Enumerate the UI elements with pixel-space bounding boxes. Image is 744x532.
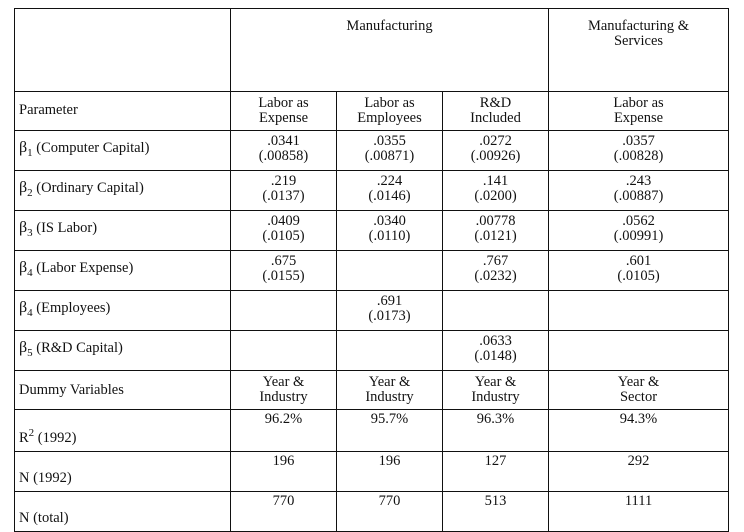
coefficient-cell — [337, 131, 443, 171]
coefficient-cell — [549, 131, 729, 171]
coefficient-cell — [231, 291, 337, 331]
column-header-line1: Labor as — [258, 95, 309, 111]
column-header-line2: Expense — [613, 110, 664, 126]
coefficient-value: .219 — [270, 173, 297, 189]
mfg-services-header-line2: Services — [613, 33, 664, 49]
column-header-line1: R&D — [479, 95, 512, 111]
coefficient-cell — [549, 171, 729, 211]
column-header — [549, 92, 729, 131]
dummy-cell — [443, 371, 549, 410]
dummy-line1: Year & — [368, 374, 411, 390]
coefficient-cell — [549, 251, 729, 291]
n-1992-value: 292 — [549, 452, 729, 492]
coefficient-cell — [443, 291, 549, 331]
dummy-line2: Industry — [259, 389, 308, 405]
coefficient-value: .0633 — [479, 333, 512, 349]
r-squared-value: 95.7% — [337, 410, 443, 452]
coefficient-cell — [231, 331, 337, 371]
n-total-row — [15, 492, 729, 532]
parameter-name: (IS Labor) — [36, 220, 98, 237]
r-squared-superscript: 2 — [28, 427, 35, 440]
empty-corner-cell — [15, 9, 231, 92]
beta-subscript: 4 — [27, 306, 33, 319]
column-header-line1: Labor as — [613, 95, 664, 111]
standard-error: (.00828) — [613, 148, 664, 164]
coefficient-cell — [231, 171, 337, 211]
standard-error: (.00991) — [613, 228, 664, 244]
beta-subscript: 4 — [27, 266, 33, 279]
coefficient-value: .224 — [376, 173, 403, 189]
n-1992-row — [15, 452, 729, 492]
coefficient-cell — [443, 251, 549, 291]
beta-subscript: 3 — [27, 226, 33, 239]
dummy-variables-label — [15, 371, 231, 410]
coefficient-cell — [337, 291, 443, 331]
coefficient-row — [15, 171, 729, 211]
coefficient-value: .0340 — [373, 213, 406, 229]
column-header — [337, 92, 443, 131]
coefficient-row — [15, 291, 729, 331]
standard-error: (.00858) — [258, 148, 309, 164]
parameter-cell — [15, 291, 231, 331]
coefficient-cell — [443, 211, 549, 251]
beta-subscript: 2 — [27, 186, 33, 199]
beta-symbol: β — [19, 259, 28, 277]
coefficient-cell — [443, 171, 549, 211]
manufacturing-header — [231, 9, 549, 92]
coefficient-value: .601 — [625, 253, 652, 269]
coefficient-value: .0357 — [622, 133, 655, 149]
beta-subscript: 1 — [27, 146, 33, 159]
parameter-name: (Computer Capital) — [36, 140, 150, 157]
column-header-line2: Employees — [357, 110, 422, 126]
dummy-line1: Year & — [262, 374, 305, 390]
n-1992-value: 196 — [337, 452, 443, 492]
beta-symbol: β — [19, 139, 28, 157]
n-total-value: 770 — [231, 492, 337, 532]
table-top-header-row — [15, 9, 729, 92]
coefficient-value: .0272 — [479, 133, 512, 149]
dummy-cell — [549, 371, 729, 410]
coefficient-value: .0562 — [622, 213, 655, 229]
coefficient-row — [15, 331, 729, 371]
beta-subscript: 5 — [27, 346, 33, 359]
dummy-line2: Sector — [619, 389, 658, 405]
coefficient-value: .691 — [376, 293, 403, 309]
regression-table — [14, 8, 729, 532]
dummy-line2: Industry — [365, 389, 414, 405]
standard-error: (.0146) — [368, 188, 411, 204]
beta-symbol: β — [19, 179, 28, 197]
coefficient-row — [15, 131, 729, 171]
parameter-cell — [15, 171, 231, 211]
coefficient-cell — [337, 211, 443, 251]
column-header-line2: Included — [470, 110, 521, 126]
dummy-variables-row — [15, 371, 729, 410]
dummy-line1: Year & — [617, 374, 660, 390]
coefficient-value: .0355 — [373, 133, 406, 149]
r-squared-label — [15, 410, 231, 452]
standard-error: (.0232) — [474, 268, 517, 284]
dummy-variables-label-text: Dummy Variables — [19, 381, 124, 398]
r-squared-value: 94.3% — [549, 410, 729, 452]
parameter-cell — [15, 211, 231, 251]
column-header — [231, 92, 337, 131]
coefficient-cell — [337, 171, 443, 211]
coefficient-row — [15, 211, 729, 251]
standard-error: (.0148) — [474, 348, 517, 364]
coefficient-value: .0409 — [267, 213, 300, 229]
n-1992-value: 127 — [443, 452, 549, 492]
dummy-line2: Industry — [471, 389, 520, 405]
coefficient-cell — [549, 331, 729, 371]
coefficient-value: .675 — [270, 253, 297, 269]
standard-error: (.0105) — [262, 228, 305, 244]
column-header-line2: Expense — [258, 110, 309, 126]
n-total-value: 770 — [337, 492, 443, 532]
standard-error: (.0137) — [262, 188, 305, 204]
column-header-line1: Labor as — [364, 95, 415, 111]
coefficient-cell — [231, 211, 337, 251]
standard-error: (.00887) — [613, 188, 664, 204]
coefficient-value: .0341 — [267, 133, 300, 149]
r-squared-value: 96.2% — [231, 410, 337, 452]
r-squared-letter: R — [19, 430, 29, 446]
r-squared-row — [15, 410, 729, 452]
column-header-row — [15, 92, 729, 131]
standard-error: (.0110) — [368, 228, 411, 244]
coefficient-value: .141 — [482, 173, 509, 189]
parameter-header — [15, 92, 231, 131]
n-total-label: N (total) — [15, 492, 231, 532]
standard-error: (.0200) — [474, 188, 517, 204]
parameter-cell — [15, 131, 231, 171]
n-1992-value: 196 — [231, 452, 337, 492]
dummy-cell — [231, 371, 337, 410]
column-header — [443, 92, 549, 131]
mfg-services-header-line1: Manufacturing & — [587, 18, 690, 34]
coefficient-cell — [337, 331, 443, 371]
r-squared-value: 96.3% — [443, 410, 549, 452]
coefficient-cell — [443, 131, 549, 171]
n-1992-label: N (1992) — [15, 452, 231, 492]
standard-error: (.00871) — [364, 148, 415, 164]
standard-error: (.00926) — [470, 148, 521, 164]
coefficient-cell — [549, 211, 729, 251]
r-squared-year: (1992) — [34, 430, 77, 446]
coefficient-row — [15, 251, 729, 291]
coefficient-cell — [337, 251, 443, 291]
standard-error: (.0155) — [262, 268, 305, 284]
beta-symbol: β — [19, 219, 28, 237]
coefficient-cell — [443, 331, 549, 371]
coefficient-cell — [549, 291, 729, 331]
manufacturing-header-text: Manufacturing — [346, 18, 433, 34]
parameter-name: (R&D Capital) — [36, 340, 123, 357]
coefficient-value: .00778 — [475, 213, 516, 229]
dummy-cell — [337, 371, 443, 410]
beta-symbol: β — [19, 339, 28, 357]
standard-error: (.0173) — [368, 308, 411, 324]
coefficient-value: .767 — [482, 253, 509, 269]
beta-symbol: β — [19, 299, 28, 317]
mfg-services-header — [549, 9, 729, 92]
coefficient-cell — [231, 131, 337, 171]
coefficient-cell — [231, 251, 337, 291]
parameter-name: (Labor Expense) — [36, 260, 134, 277]
parameter-cell — [15, 331, 231, 371]
standard-error: (.0121) — [474, 228, 517, 244]
n-total-value: 513 — [443, 492, 549, 532]
standard-error: (.0105) — [617, 268, 660, 284]
parameter-name: (Employees) — [36, 300, 111, 317]
parameter-header-text: Parameter — [19, 101, 78, 118]
dummy-line1: Year & — [474, 374, 517, 390]
parameter-name: (Ordinary Capital) — [36, 180, 144, 197]
parameter-cell — [15, 251, 231, 291]
coefficient-value: .243 — [625, 173, 652, 189]
n-total-value: 1111 — [549, 492, 729, 532]
